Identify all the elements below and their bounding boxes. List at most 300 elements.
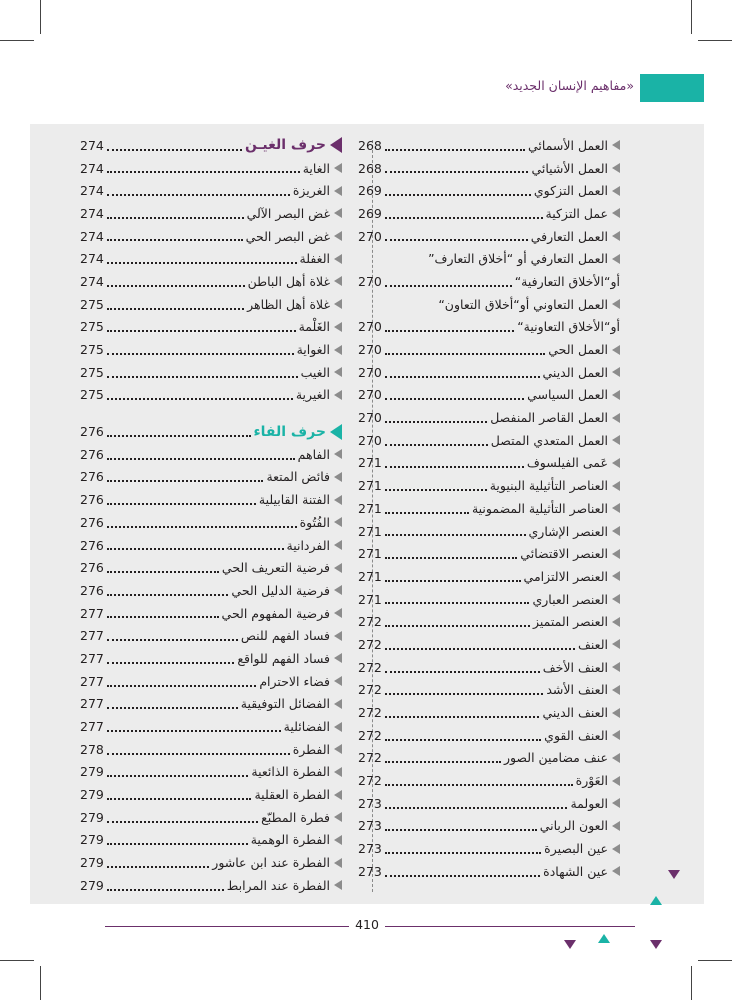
bullet-icon [334,835,342,845]
entry-term: فرضية المفهوم الحي [221,605,330,621]
entry-page: 275 [80,387,104,403]
running-header-title: «مفاهيم الإنسان الجديد» [505,78,634,93]
entry-term: العون الرباني [539,818,608,834]
bullet-icon [612,753,620,763]
leader-dots [107,632,238,641]
entry-page: 272 [358,727,382,743]
entry-term: العمل التعاوني أو“أخلاق التعاون“ [438,296,608,312]
bullet-icon [334,367,342,377]
index-entry [80,738,342,761]
entry-term: فضاء الاحترام [259,673,330,689]
entry-term: فائض المتعة [266,469,330,485]
entry-term: العمل الأشيائي [531,160,608,176]
entry-page: 273 [358,795,382,811]
index-entry [80,715,342,738]
section-marker-icon [330,137,342,153]
bullet-icon [612,299,620,309]
entry-page: 277 [80,605,104,621]
entry-page: 276 [80,560,104,576]
bullet-icon [612,708,620,718]
entry-term: العنصر المتميز [533,614,608,630]
leader-dots [385,641,575,650]
bullet-icon [612,730,620,740]
leader-dots [107,859,209,868]
index-entry [358,452,620,475]
index-entry [358,384,620,407]
bullet-icon [334,322,342,332]
entry-term: فطرة المطبّع [261,809,330,825]
section-title: حرف الغيـن [245,137,326,154]
leader-dots [385,482,487,491]
entry-term: الفاهم [297,446,330,462]
index-column-left [80,134,342,897]
entry-term: العولمة [570,795,608,811]
leader-dots [107,541,284,550]
leader-dots [107,187,290,196]
entry-term: الفطرة [292,741,330,757]
leader-dots [385,686,544,695]
bullet-icon [334,608,342,618]
entry-page: 276 [80,537,104,553]
index-entry [80,225,342,248]
leader-dots [107,882,224,891]
bullet-icon [334,276,342,286]
bullet-icon [612,481,620,491]
leader-dots [107,391,293,400]
entry-page: 274 [80,251,104,267]
leader-dots [107,323,296,332]
entry-term: غض البصر الحي [245,228,330,244]
index-entry [358,588,620,611]
bullet-icon [334,254,342,264]
entry-page: 271 [358,568,382,584]
entry-page: 277 [80,696,104,712]
entry-term: عين الشهادة [543,863,608,879]
leader-dots [107,301,244,310]
index-entry-continuation [358,270,620,293]
entry-page: 272 [358,659,382,675]
index-entry [80,443,342,466]
leader-dots [385,618,530,627]
bullet-icon [334,345,342,355]
bullet-icon [334,722,342,732]
index-entry [358,406,620,429]
entry-term: العنصر العباري [532,591,608,607]
entry-page: 276 [80,582,104,598]
leader-dots [385,709,540,718]
leader-dots [385,573,521,582]
bullet-icon [334,563,342,573]
section-heading-fa [80,420,342,443]
leader-dots [385,800,568,809]
entry-term: الفردانية [286,537,330,553]
entry-page: 274 [80,273,104,289]
index-entry [358,202,620,225]
entry-term: الغريزة [292,183,330,199]
entry-term: العمل المتعدي المتصل [490,432,608,448]
index-entry [80,384,342,407]
index-entry [80,851,342,874]
leader-dots [107,369,298,378]
leader-dots [385,845,541,854]
leader-dots [107,473,264,482]
entry-term: العمل الديني [542,364,608,380]
entry-page: 274 [80,160,104,176]
index-entry [80,602,342,625]
bullet-icon [612,163,620,173]
bullet-icon [612,639,620,649]
crop-mark [698,40,732,41]
entry-term: فرضية الدليل الحي [231,582,330,598]
entry-page: 268 [358,160,382,176]
entry-page: 272 [358,636,382,652]
leader-dots [385,210,543,219]
entry-term: أو“الأخلاق التعارفية“ [514,273,620,289]
crop-mark [0,40,34,41]
entry-term: العناصر التأثيلية المضمونية [471,500,608,516]
entry-term: عين البصيرة [544,841,608,857]
index-entry [358,520,620,543]
entry-page: 275 [80,296,104,312]
bullet-icon [612,526,620,536]
index-entry [358,747,620,770]
index-entry [80,556,342,579]
index-entry [358,157,620,180]
leader-dots [107,346,294,355]
crop-mark [691,966,692,1000]
leader-dots [385,868,540,877]
entry-term: غض البصر الآلي [246,205,330,221]
leader-dots [107,723,281,732]
entry-page: 276 [80,446,104,462]
index-entry [358,860,620,883]
entry-term: الفطرة عند ابن عاشور [212,855,330,871]
entry-page: 270 [358,319,382,335]
index-entry [80,579,342,602]
entry-page: 269 [358,183,382,199]
bullet-icon [612,345,620,355]
index-entry [358,815,620,838]
leader-dots [385,278,512,287]
footer-rule-right [385,926,635,927]
leader-dots [385,437,488,446]
bullet-icon [612,390,620,400]
entry-term: العمل السياسي [527,387,608,403]
leader-dots [107,655,235,664]
entry-term: العمل التعارفي أو “أخلاق التعارف” [428,251,608,267]
entry-page: 272 [358,705,382,721]
entry-page: 270 [358,432,382,448]
index-entry-continuation [358,316,620,339]
bullet-icon [612,435,620,445]
entry-page: 268 [358,137,382,153]
entry-page: 274 [80,228,104,244]
entry-term: أو“الأخلاق التعاونية“ [517,319,620,335]
entry-page: 279 [80,877,104,893]
crop-mark [40,966,41,1000]
entry-page: 276 [80,469,104,485]
entry-term: الغواية [296,342,330,358]
entry-term: الغيب [300,364,330,380]
bullet-icon [612,798,620,808]
entry-page: 273 [358,818,382,834]
index-entry [358,497,620,520]
leader-dots [107,587,229,596]
bullet-icon [612,844,620,854]
entry-page: 271 [358,523,382,539]
triangle-down-icon [668,870,680,879]
bullet-icon [334,676,342,686]
leader-dots [107,519,297,528]
bullet-icon [334,699,342,709]
leader-dots [107,564,219,573]
entry-term: الغاية [302,160,330,176]
index-entry [80,693,342,716]
bullet-icon [612,140,620,150]
leader-dots [107,428,251,437]
entry-term: العنف [577,636,608,652]
entry-term: العمل التزكوي [533,183,608,199]
bullet-icon [334,790,342,800]
index-entry [358,837,620,860]
entry-page: 269 [358,205,382,221]
bullet-icon [612,685,620,695]
entry-term: عَمى الفيلسوف [526,455,608,471]
entry-term: العنصر الالتزامي [523,568,608,584]
entry-term: العنف الأخف [542,659,608,675]
index-entry [80,488,342,511]
entry-term: الفطرة الذائعية [251,764,330,780]
bullet-icon [334,767,342,777]
leader-dots [385,459,524,468]
entry-page: 275 [80,319,104,335]
entry-page: 277 [80,650,104,666]
leader-dots [385,527,526,536]
section-heading-ghain [80,134,342,157]
footer-rule-left [105,926,349,927]
index-entry [80,361,342,384]
leader-dots [107,451,295,460]
leader-dots [385,754,501,763]
entry-page: 270 [358,228,382,244]
entry-term: الغفلة [299,251,330,267]
leader-dots [385,822,537,831]
entry-page: 271 [358,591,382,607]
leader-dots [107,142,242,151]
entry-page: 279 [80,855,104,871]
index-entry [80,624,342,647]
bullet-icon [612,571,620,581]
leader-dots [107,791,252,800]
entry-page: 272 [358,614,382,630]
leader-dots [107,700,238,709]
entry-term: العنف الديني [542,705,608,721]
entry-page: 273 [358,863,382,879]
entry-term: الغَلْمة [298,319,330,335]
bullet-icon [612,413,620,423]
leader-dots [107,232,243,241]
bullet-icon [334,631,342,641]
index-entry [80,806,342,829]
index-entry [80,761,342,784]
entry-page: 279 [80,809,104,825]
index-entry [80,247,342,270]
leader-dots [385,732,541,741]
leader-dots [385,369,540,378]
entry-page: 270 [358,410,382,426]
entry-page: 273 [358,841,382,857]
bullet-icon [612,254,620,264]
entry-term: العناصر التأثيلية البنيوية [489,478,608,494]
index-entry [358,610,620,633]
index-entry [358,656,620,679]
bullet-icon [334,208,342,218]
index-entry [358,792,620,815]
leader-dots [107,164,300,173]
entry-term: الفطرة الوهمية [250,832,330,848]
leader-dots [107,746,290,755]
bullet-icon [612,617,620,627]
index-entry [358,179,620,202]
leader-dots [385,505,469,514]
entry-term: الفضائل التوفيقية [240,696,330,712]
bullet-icon [334,744,342,754]
entry-term: العَوْرة [575,773,608,789]
entry-term: الفضائلية [283,719,330,735]
leader-dots [107,814,258,823]
crop-mark [40,0,41,34]
triangle-down-icon [650,940,662,949]
entry-term: الفُتُوة [299,514,330,530]
entry-page: 276 [80,492,104,508]
index-entry [358,565,620,588]
bullet-icon [334,299,342,309]
bullet-icon [612,549,620,559]
bullet-icon [612,866,620,876]
bullet-icon [334,858,342,868]
leader-dots [385,664,540,673]
bullet-icon [612,776,620,786]
leader-dots [107,210,244,219]
bullet-icon [612,458,620,468]
entry-page: 274 [80,137,104,153]
bullet-icon [334,472,342,482]
index-entry [358,542,620,565]
entry-term: عمل التزكية [545,205,608,221]
entry-page: 279 [80,832,104,848]
entry-page: 272 [358,750,382,766]
bullet-icon [612,367,620,377]
crop-mark [698,960,732,961]
section-marker-icon [330,424,342,440]
triangle-up-icon [598,934,610,943]
entry-term: غلاة أهل الباطن [247,273,330,289]
leader-dots [107,609,219,618]
index-entry [358,338,620,361]
index-entry [358,679,620,702]
bullet-icon [612,821,620,831]
index-entry [358,247,620,270]
bullet-icon [334,585,342,595]
index-entry [80,293,342,316]
entry-term: الفطرة عند المرابط [226,877,330,893]
bullet-icon [334,449,342,459]
entry-term: الغيرية [295,387,330,403]
entry-page: 270 [358,273,382,289]
index-entry [80,534,342,557]
leader-dots [385,164,529,173]
entry-term: فرضية التعريف الحي [221,560,330,576]
bullet-icon [612,208,620,218]
index-entry [80,202,342,225]
entry-term: فساد الفهم للنص [240,628,330,644]
index-entry [80,157,342,180]
leader-dots [107,678,256,687]
index-entry [358,429,620,452]
entry-term: العمل القاصر المنفصل [490,410,608,426]
bullet-icon [334,390,342,400]
entry-term: العنصر الإشاري [528,523,608,539]
bullet-icon [334,653,342,663]
entry-term: غلاة أهل الظاهر [247,296,330,312]
entry-term: العمل الحي [548,342,608,358]
bullet-icon [334,186,342,196]
index-entry [80,783,342,806]
header-accent-bar [640,74,704,102]
leader-dots [385,550,517,559]
entry-page: 270 [358,364,382,380]
leader-dots [385,142,525,151]
bullet-icon [612,594,620,604]
index-entry [358,769,620,792]
entry-page: 275 [80,342,104,358]
index-entry [358,474,620,497]
index-entry [358,701,620,724]
entry-page: 276 [80,424,104,440]
bullet-icon [334,517,342,527]
bullet-icon [334,880,342,890]
entry-term: العمل التعارفي [530,228,608,244]
bullet-icon [612,662,620,672]
section-title: حرف الفاء [253,423,326,440]
entry-page: 279 [80,787,104,803]
entry-term: عنف مضامين الصور [503,750,608,766]
entry-term: فساد الفهم للواقع [237,650,330,666]
entry-page: 277 [80,628,104,644]
index-entry [80,179,342,202]
entry-page: 272 [358,773,382,789]
leader-dots [385,595,530,604]
entry-page: 271 [358,500,382,516]
entry-term: العنصر الاقتضائي [520,546,608,562]
bullet-icon [334,163,342,173]
leader-dots [385,232,528,241]
entry-page: 279 [80,764,104,780]
leader-dots [107,836,248,845]
entry-term: الفطرة العقلية [254,787,330,803]
leader-dots [385,391,524,400]
index-entry [80,316,342,339]
bullet-icon [612,186,620,196]
entry-page: 278 [80,741,104,757]
triangle-down-icon [564,940,576,949]
entry-page: 271 [358,478,382,494]
leader-dots [107,278,245,287]
index-entry [80,670,342,693]
entry-page: 272 [358,682,382,698]
leader-dots [385,414,487,423]
leader-dots [385,777,573,786]
